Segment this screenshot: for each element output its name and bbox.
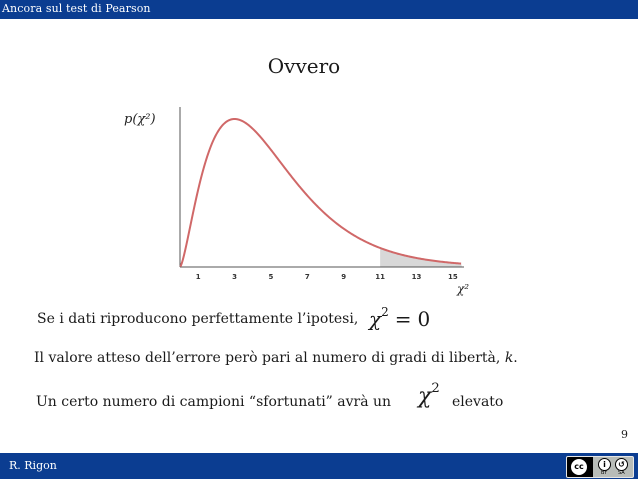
x-tick-label: 3 [232, 273, 238, 281]
elevated-text: elevato [452, 394, 504, 410]
share-alike-icon: ↺ [615, 458, 628, 471]
author-name: R. Rigon [9, 459, 57, 472]
unlucky-samples-text: Un certo numero di campioni “sfortunati” avrà un [36, 394, 392, 410]
shaded-tail-area [380, 248, 462, 267]
statement-expected-error: Il valore atteso dell’errore però pari al numero di gradi di libertà, k. [34, 350, 518, 366]
x-tick-label: 11 [375, 273, 386, 281]
x-tick-label: 13 [411, 273, 422, 281]
expected-error-text: Il valore atteso dell’errore però pari al numero di gradi di libertà, [34, 350, 501, 366]
sa-label: SA [618, 470, 625, 476]
x-tick-label: 5 [268, 273, 274, 281]
cc-icon: cc [570, 458, 588, 476]
chi-square-symbol: $\chi^2$ [418, 381, 440, 410]
x-tick-label: 15 [448, 273, 458, 281]
footer-bar [0, 453, 638, 479]
creative-commons-badge[interactable] [566, 456, 634, 478]
slide-title: Ovvero [267, 54, 341, 78]
attribution-icon: i [598, 458, 611, 471]
x-tick-label: 7 [304, 273, 310, 281]
statement-perfect-fit: Se i dati riproducono perfettamente l’ipotesi, [37, 311, 359, 327]
x-tick-label: 9 [341, 273, 347, 281]
equation-rhs: 0 [417, 307, 431, 332]
chi-square-zero-equation: $\chi^2 = 0$ [369, 305, 431, 332]
section-title: Ancora sul test di Pearson [2, 2, 151, 15]
cc-logo-panel [567, 457, 593, 477]
chi-square-chart [110, 95, 490, 305]
by-label: BY [601, 470, 608, 476]
page-number: 9 [621, 428, 628, 441]
degrees-of-freedom-var: k [504, 350, 514, 366]
header-bar [0, 0, 638, 19]
x-tick-label: 1 [195, 273, 201, 281]
series-line [180, 119, 461, 267]
x-axis-label: χ² [457, 282, 470, 296]
y-axis-label: p(χ²) [124, 112, 156, 127]
statement-unlucky-samples [36, 394, 391, 410]
